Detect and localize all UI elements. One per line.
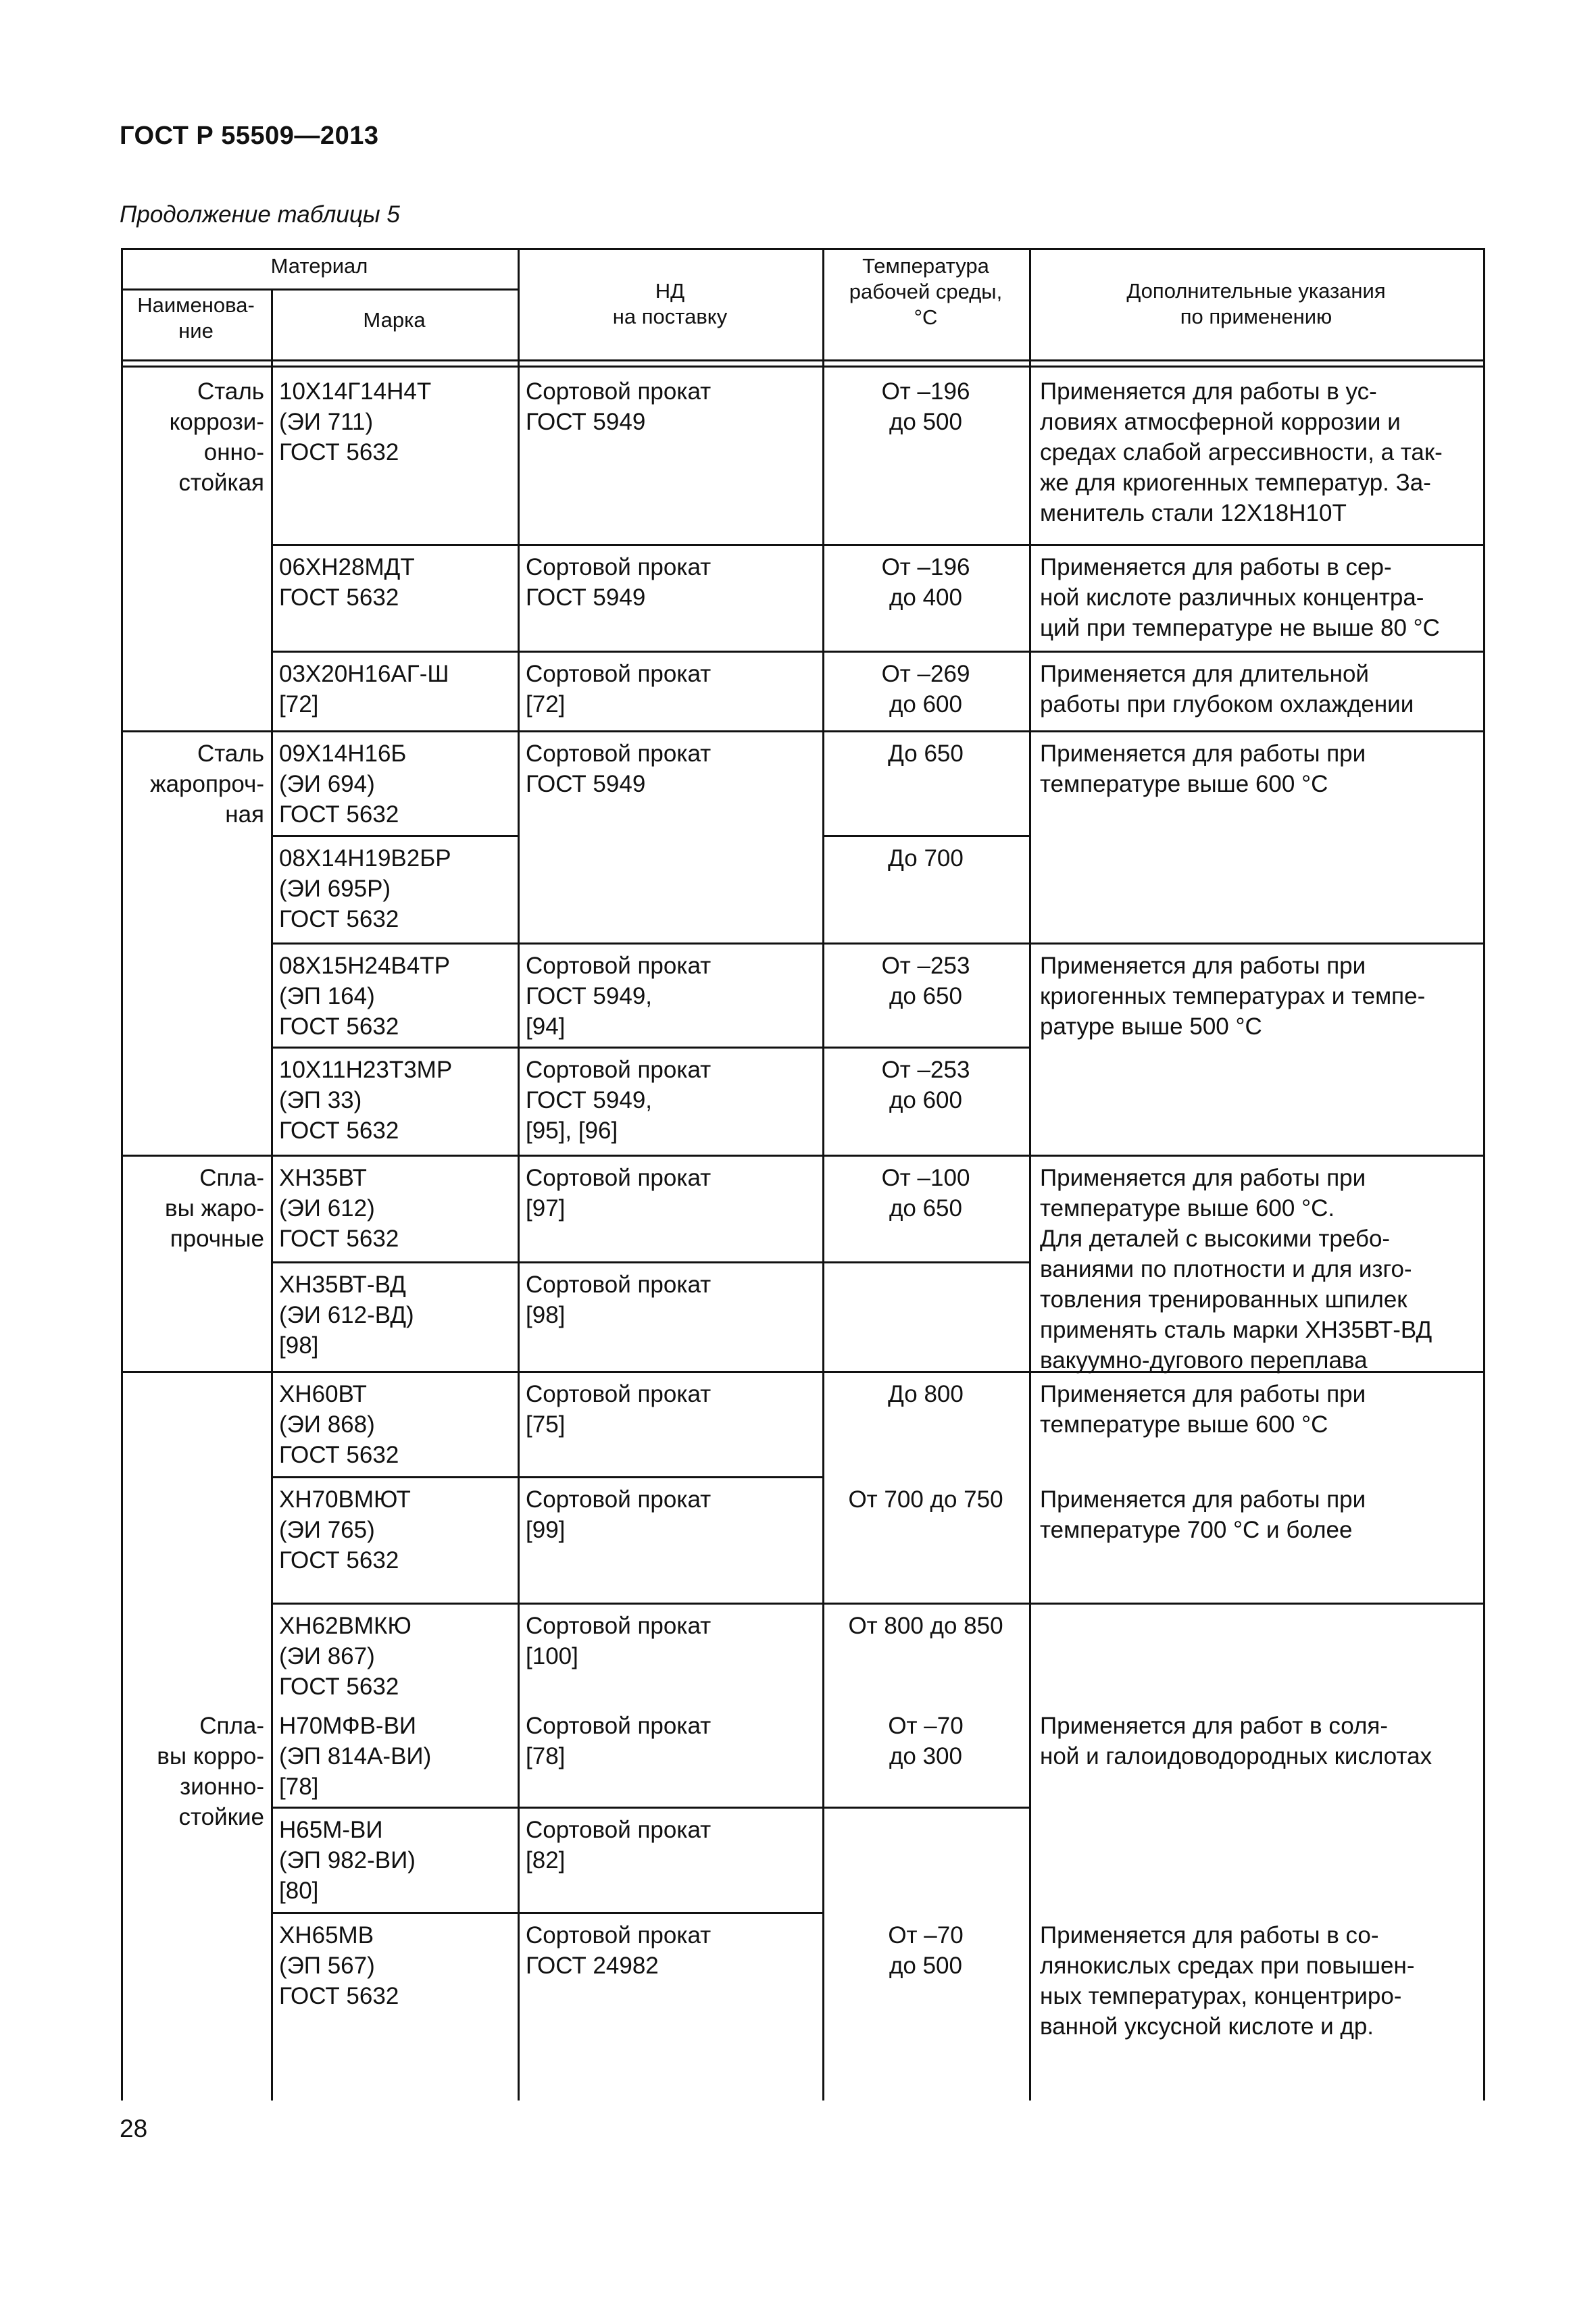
usage-notes-cell-line: Применяется для работы при (1040, 953, 1366, 979)
header-material (121, 253, 518, 279)
header-material-line: Материал (270, 254, 368, 278)
material-group-name-line: ная (225, 801, 264, 828)
row-rule (271, 942, 1485, 945)
temperature-cell-line: до 600 (889, 691, 962, 718)
grade-cell-line: (ЭИ 694) (279, 771, 375, 797)
supply-standard-cell-line: Сортовой прокат (526, 1165, 712, 1191)
material-group-name-line: вы корро- (157, 1743, 264, 1769)
supply-standard-cell-line: Сортовой прокат (526, 1486, 712, 1513)
supply-standard-cell (526, 659, 817, 720)
usage-notes-cell-line: Применяется для работы при (1040, 1165, 1366, 1191)
header-nd-line: на поставку (612, 305, 728, 328)
supply-standard-cell-line: Сортовой прокат (526, 1922, 712, 1948)
temperature-cell (822, 1163, 1029, 1224)
supply-standard-cell-line: Сортовой прокат (526, 378, 712, 405)
supply-standard-cell (526, 951, 817, 1042)
supply-standard-cell-line: [78] (526, 1743, 566, 1769)
row-rule (271, 1807, 1031, 1809)
usage-notes-cell-line: товления тренированных шпилек (1040, 1286, 1407, 1313)
usage-notes-cell-line: Применяется для работ в соля- (1040, 1713, 1388, 1739)
grade-cell (279, 376, 512, 468)
usage-notes-cell (1040, 1484, 1476, 1545)
temperature-cell-line: От –100 (881, 1165, 970, 1191)
usage-notes-cell-line: ваниями по плотности и для изго- (1040, 1256, 1412, 1282)
usage-notes-cell-line: ловиях атмосферной коррозии и (1040, 409, 1401, 435)
grade-cell (279, 1920, 512, 2011)
grade-cell-line: ГОСТ 5632 (279, 1226, 399, 1252)
header-notes (1029, 278, 1483, 330)
grade-cell-line: (ЭП 567) (279, 1953, 375, 1979)
grade-cell-line: (ЭИ 867) (279, 1643, 375, 1669)
usage-notes-cell-line: температуре выше 600 °C (1040, 1411, 1328, 1438)
supply-standard-cell-line: [98] (526, 1302, 566, 1328)
temperature-cell-line: От 700 до 750 (848, 1486, 1003, 1513)
grade-cell (279, 738, 512, 830)
usage-notes-cell-line: температуре выше 600 °C (1040, 771, 1328, 797)
supply-standard-cell-line: [100] (526, 1643, 578, 1669)
material-group-name-line: зионно- (180, 1774, 264, 1800)
supply-standard-cell (526, 1055, 817, 1146)
usage-notes-cell-line: ной и галоидоводородных кислотах (1040, 1743, 1432, 1769)
grade-cell-line: [98] (279, 1332, 319, 1359)
grade-cell-line: ГОСТ 5632 (279, 1013, 399, 1040)
material-group-name (128, 376, 264, 498)
usage-notes-cell (1040, 376, 1476, 528)
header-notes-line: по применению (1180, 305, 1332, 328)
header-grade (271, 307, 518, 333)
temperature-cell (822, 1484, 1029, 1515)
temperature-cell-line: до 400 (889, 584, 962, 611)
page-number: 28 (120, 2115, 148, 2142)
grade-cell-line: (ЭП 982-ВИ) (279, 1847, 416, 1873)
supply-standard-cell-line: Сортовой прокат (526, 1613, 712, 1639)
supply-standard-cell-line: Сортовой прокат (526, 661, 712, 687)
usage-notes-cell-line: Применяется для работы в сер- (1040, 554, 1392, 580)
supply-standard-cell-line: [72] (526, 691, 566, 718)
column-rule (1029, 248, 1031, 2101)
supply-standard-cell-line: ГОСТ 24982 (526, 1953, 659, 1979)
temperature-cell (822, 1611, 1029, 1641)
header-bottom-rule-double (121, 366, 1485, 368)
temperature-cell (822, 1379, 1029, 1409)
header-temperature-line: °C (914, 305, 938, 329)
materials-table (121, 248, 1485, 2101)
supply-standard-cell-line: ГОСТ 5949 (526, 409, 646, 435)
grade-cell-line: (ЭП 33) (279, 1087, 362, 1113)
material-group-name-line: прочные (170, 1226, 264, 1252)
temperature-cell-line: От –196 (881, 554, 970, 580)
supply-standard-cell-line: [97] (526, 1195, 566, 1222)
grade-cell-line: ГОСТ 5632 (279, 1117, 399, 1144)
supply-standard-cell (526, 552, 817, 613)
grade-cell-line: ХН62ВМКЮ (279, 1613, 412, 1639)
grade-cell-line: (ЭП 814А-ВИ) (279, 1743, 432, 1769)
grade-cell-line: ХН35ВТ (279, 1165, 367, 1191)
temperature-cell-line: до 650 (889, 983, 962, 1009)
supply-standard-cell-line: ГОСТ 5949, (526, 983, 653, 1009)
usage-notes-cell (1040, 1920, 1476, 2042)
temperature-cell-line: До 700 (888, 845, 964, 872)
temperature-cell (822, 1920, 1029, 1981)
usage-notes-cell-line: менитель стали 12Х18Н10Т (1040, 500, 1347, 526)
usage-notes-cell-line: ратуре выше 500 °C (1040, 1013, 1262, 1040)
standard-designation: ГОСТ Р 55509—2013 (120, 122, 379, 150)
supply-standard-cell (526, 1711, 817, 1771)
grade-cell (279, 843, 512, 934)
row-rule (271, 651, 1485, 653)
grade-cell-line: 09Х14Н16Б (279, 740, 407, 767)
supply-standard-cell (526, 1163, 817, 1224)
temperature-cell-line: От –253 (881, 953, 970, 979)
material-group-name-line: стойкие (178, 1804, 264, 1830)
supply-standard-cell-line: Сортовой прокат (526, 1817, 712, 1843)
header-nd (518, 278, 822, 330)
temperature-cell-line: до 300 (889, 1743, 962, 1769)
grade-cell (279, 1484, 512, 1576)
grade-cell-line: [72] (279, 691, 319, 718)
header-temperature (822, 253, 1029, 330)
supply-standard-cell (526, 1611, 817, 1671)
material-group-name (128, 1711, 264, 1832)
usage-notes-cell-line: же для криогенных температур. За- (1040, 470, 1431, 496)
grade-cell-line: [80] (279, 1878, 319, 1904)
grade-cell-line: Н65М-ВИ (279, 1817, 383, 1843)
usage-notes-cell-line: ных температурах, концентриро- (1040, 1983, 1402, 2009)
temperature-cell-line: От –253 (881, 1057, 970, 1083)
grade-cell-line: (ЭИ 695Р) (279, 876, 391, 902)
supply-standard-cell-line: ГОСТ 5949 (526, 771, 646, 797)
grade-cell-line: ГОСТ 5632 (279, 801, 399, 828)
grade-cell (279, 1269, 512, 1361)
usage-notes-cell-line: лянокислых средах при повышен- (1040, 1953, 1415, 1979)
usage-notes-cell-line: Применяется для работы при (1040, 740, 1366, 767)
grade-cell-line: (ЭИ 868) (279, 1411, 375, 1438)
usage-notes-cell-line: Для деталей с высокими требо- (1040, 1226, 1391, 1252)
material-group-name-line: Сталь (197, 378, 264, 405)
row-rule (271, 1047, 1031, 1049)
header-nd-line: НД (655, 279, 685, 303)
supply-standard-cell (526, 1484, 817, 1545)
usage-notes-cell-line: ванной уксусной кислоте и др. (1040, 2013, 1374, 2040)
grade-cell-line: 03Х20Н16АГ-Ш (279, 661, 449, 687)
grade-cell (279, 1055, 512, 1146)
usage-notes-cell (1040, 659, 1476, 720)
row-rule (271, 1476, 824, 1478)
grade-cell-line: Н70МФВ-ВИ (279, 1713, 417, 1739)
supply-standard-cell-line: Сортовой прокат (526, 740, 712, 767)
temperature-cell-line: до 650 (889, 1195, 962, 1222)
grade-cell-line: 10Х11Н23Т3МР (279, 1057, 453, 1083)
usage-notes-cell-line: Применяется для работы при (1040, 1486, 1366, 1513)
grade-cell-line: (ЭИ 765) (279, 1517, 375, 1543)
grade-cell-line: 08Х14Н19В2БР (279, 845, 451, 872)
usage-notes-cell (1040, 552, 1476, 643)
group-rule (121, 1155, 1485, 1157)
grade-cell (279, 659, 512, 720)
table-left-border (121, 248, 123, 2101)
supply-standard-cell-line: [75] (526, 1411, 566, 1438)
supply-standard-cell-line: Сортовой прокат (526, 1057, 712, 1083)
grade-cell-line: 08Х15Н24В4ТР (279, 953, 450, 979)
supply-standard-cell-line: ГОСТ 5949, (526, 1087, 653, 1113)
temperature-cell-line: От –70 (888, 1713, 964, 1739)
temperature-cell-line: До 650 (888, 740, 964, 767)
temperature-cell-line: До 800 (888, 1381, 964, 1407)
row-rule (271, 835, 520, 837)
grade-cell-line: 10Х14Г14Н4Т (279, 378, 432, 405)
usage-notes-cell-line: криогенных температурах и темпе- (1040, 983, 1426, 1009)
header-grade-line: Марка (363, 308, 426, 332)
usage-notes-cell-line: Применяется для работы в ус- (1040, 378, 1377, 405)
usage-notes-cell (1040, 1163, 1476, 1376)
material-group-name (128, 738, 264, 830)
supply-standard-cell-line: Сортовой прокат (526, 1713, 712, 1739)
supply-standard-cell (526, 1269, 817, 1330)
header-bottom-rule (121, 359, 1485, 361)
material-group-name-line: жаропроч- (150, 771, 264, 797)
grade-cell-line: 06ХН28МДТ (279, 554, 415, 580)
usage-notes-cell-line: работы при глубоком охлаждении (1040, 691, 1414, 718)
material-group-name (128, 1163, 264, 1254)
supply-standard-cell (526, 1815, 817, 1876)
usage-notes-cell-line: ций при температуре не выше 80 °C (1040, 615, 1440, 641)
supply-standard-cell-line: Сортовой прокат (526, 1381, 712, 1407)
temperature-cell-line: От –269 (881, 661, 970, 687)
usage-notes-cell-line: Применяется для работы в со- (1040, 1922, 1379, 1948)
material-group-name-line: стойкая (178, 470, 264, 496)
usage-notes-cell-line: средах слабой агрессивности, а так- (1040, 439, 1443, 466)
grade-cell (279, 1379, 512, 1470)
row-rule (271, 1261, 1031, 1263)
temperature-cell (822, 1711, 1029, 1771)
supply-standard-cell (526, 1379, 817, 1440)
header-name-line: Наименова- (137, 293, 255, 317)
grade-cell (279, 1163, 512, 1254)
column-rule (518, 248, 520, 2101)
supply-standard-cell-line: [94] (526, 1013, 566, 1040)
usage-notes-cell (1040, 738, 1476, 799)
material-group-name-line: Сталь (197, 740, 264, 767)
usage-notes-cell-line: Применяется для работы при (1040, 1381, 1366, 1407)
grade-cell-line: ХН60ВТ (279, 1381, 367, 1407)
grade-cell-line: (ЭИ 612) (279, 1195, 375, 1222)
usage-notes-cell-line: температуре выше 600 °C. (1040, 1195, 1335, 1222)
grade-cell (279, 1711, 512, 1802)
row-rule (271, 1603, 1485, 1605)
header-temperature-line: Температура (862, 254, 989, 278)
supply-standard-cell-line: Сортовой прокат (526, 1272, 712, 1298)
material-group-name-line: Спла- (199, 1165, 264, 1191)
usage-notes-cell-line: ной кислоте различных концентра- (1040, 584, 1424, 611)
grade-cell-line: ХН35ВТ-ВД (279, 1272, 406, 1298)
grade-cell (279, 552, 512, 613)
grade-cell-line: ГОСТ 5632 (279, 1674, 399, 1700)
row-rule (271, 1912, 824, 1914)
header-notes-line: Дополнительные указания (1126, 279, 1386, 303)
grade-cell-line: (ЭП 164) (279, 983, 375, 1009)
usage-notes-cell-line: вакуумно-дугового переплава (1040, 1347, 1368, 1374)
grade-cell (279, 1815, 512, 1906)
usage-notes-cell (1040, 1711, 1476, 1771)
table-continuation-caption: Продолжение таблицы 5 (120, 201, 400, 228)
grade-cell-line: ГОСТ 5632 (279, 584, 399, 611)
supply-standard-cell-line: [82] (526, 1847, 566, 1873)
usage-notes-cell (1040, 951, 1476, 1042)
grade-cell-line: [78] (279, 1774, 319, 1800)
table-right-border (1483, 248, 1485, 2101)
grade-cell-line: (ЭИ 612-ВД) (279, 1302, 414, 1328)
material-group-name-line: коррози- (169, 409, 264, 435)
usage-notes-cell-line: температуре 700 °C и более (1040, 1517, 1353, 1543)
header-name-line: ние (178, 319, 214, 343)
material-group-name-line: Спла- (199, 1713, 264, 1739)
usage-notes-cell-line: применять сталь марки ХН35ВТ-ВД (1040, 1317, 1432, 1343)
material-group-name-line: вы жаро- (165, 1195, 264, 1222)
group-rule (121, 730, 1485, 732)
temperature-cell (822, 376, 1029, 437)
grade-cell-line: ГОСТ 5632 (279, 1442, 399, 1468)
grade-cell-line: ГОСТ 5632 (279, 1547, 399, 1574)
supply-standard-cell (526, 376, 817, 437)
temperature-cell-line: От 800 до 850 (848, 1613, 1003, 1639)
supply-standard-cell-line: Сортовой прокат (526, 953, 712, 979)
temperature-cell-line: От –70 (888, 1922, 964, 1948)
temperature-cell (822, 659, 1029, 720)
temperature-cell (822, 951, 1029, 1011)
temperature-cell-line: до 600 (889, 1087, 962, 1113)
supply-standard-cell (526, 738, 817, 799)
grade-cell-line: ГОСТ 5632 (279, 439, 399, 466)
supply-standard-cell-line: Сортовой прокат (526, 554, 712, 580)
column-rule (271, 288, 273, 2101)
grade-cell-line: ГОСТ 5632 (279, 1983, 399, 2009)
material-group-name-line: онно- (203, 439, 264, 466)
grade-cell-line: ХН65МВ (279, 1922, 374, 1948)
usage-notes-cell-line: Применяется для длительной (1040, 661, 1369, 687)
temperature-cell (822, 552, 1029, 613)
table-top-border (121, 248, 1485, 250)
grade-cell-line: ХН70ВМЮТ (279, 1486, 411, 1513)
temperature-cell-line: От –196 (881, 378, 970, 405)
supply-standard-cell-line: [99] (526, 1517, 566, 1543)
supply-standard-cell (526, 1920, 817, 1981)
temperature-cell (822, 1055, 1029, 1115)
material-subheader-rule (121, 288, 520, 291)
grade-cell-line: ГОСТ 5632 (279, 906, 399, 932)
row-rule (822, 835, 1031, 837)
row-rule (271, 544, 1485, 546)
temperature-cell (822, 738, 1029, 769)
usage-notes-cell (1040, 1379, 1476, 1440)
temperature-cell-line: до 500 (889, 409, 962, 435)
temperature-cell-line: до 500 (889, 1953, 962, 1979)
grade-cell-line: (ЭИ 711) (279, 409, 374, 435)
grade-cell (279, 1611, 512, 1702)
grade-cell (279, 951, 512, 1042)
supply-standard-cell-line: ГОСТ 5949 (526, 584, 646, 611)
header-temperature-line: рабочей среды, (849, 280, 1003, 303)
supply-standard-cell-line: [95], [96] (526, 1117, 618, 1144)
temperature-cell (822, 843, 1029, 874)
header-name (121, 293, 271, 344)
